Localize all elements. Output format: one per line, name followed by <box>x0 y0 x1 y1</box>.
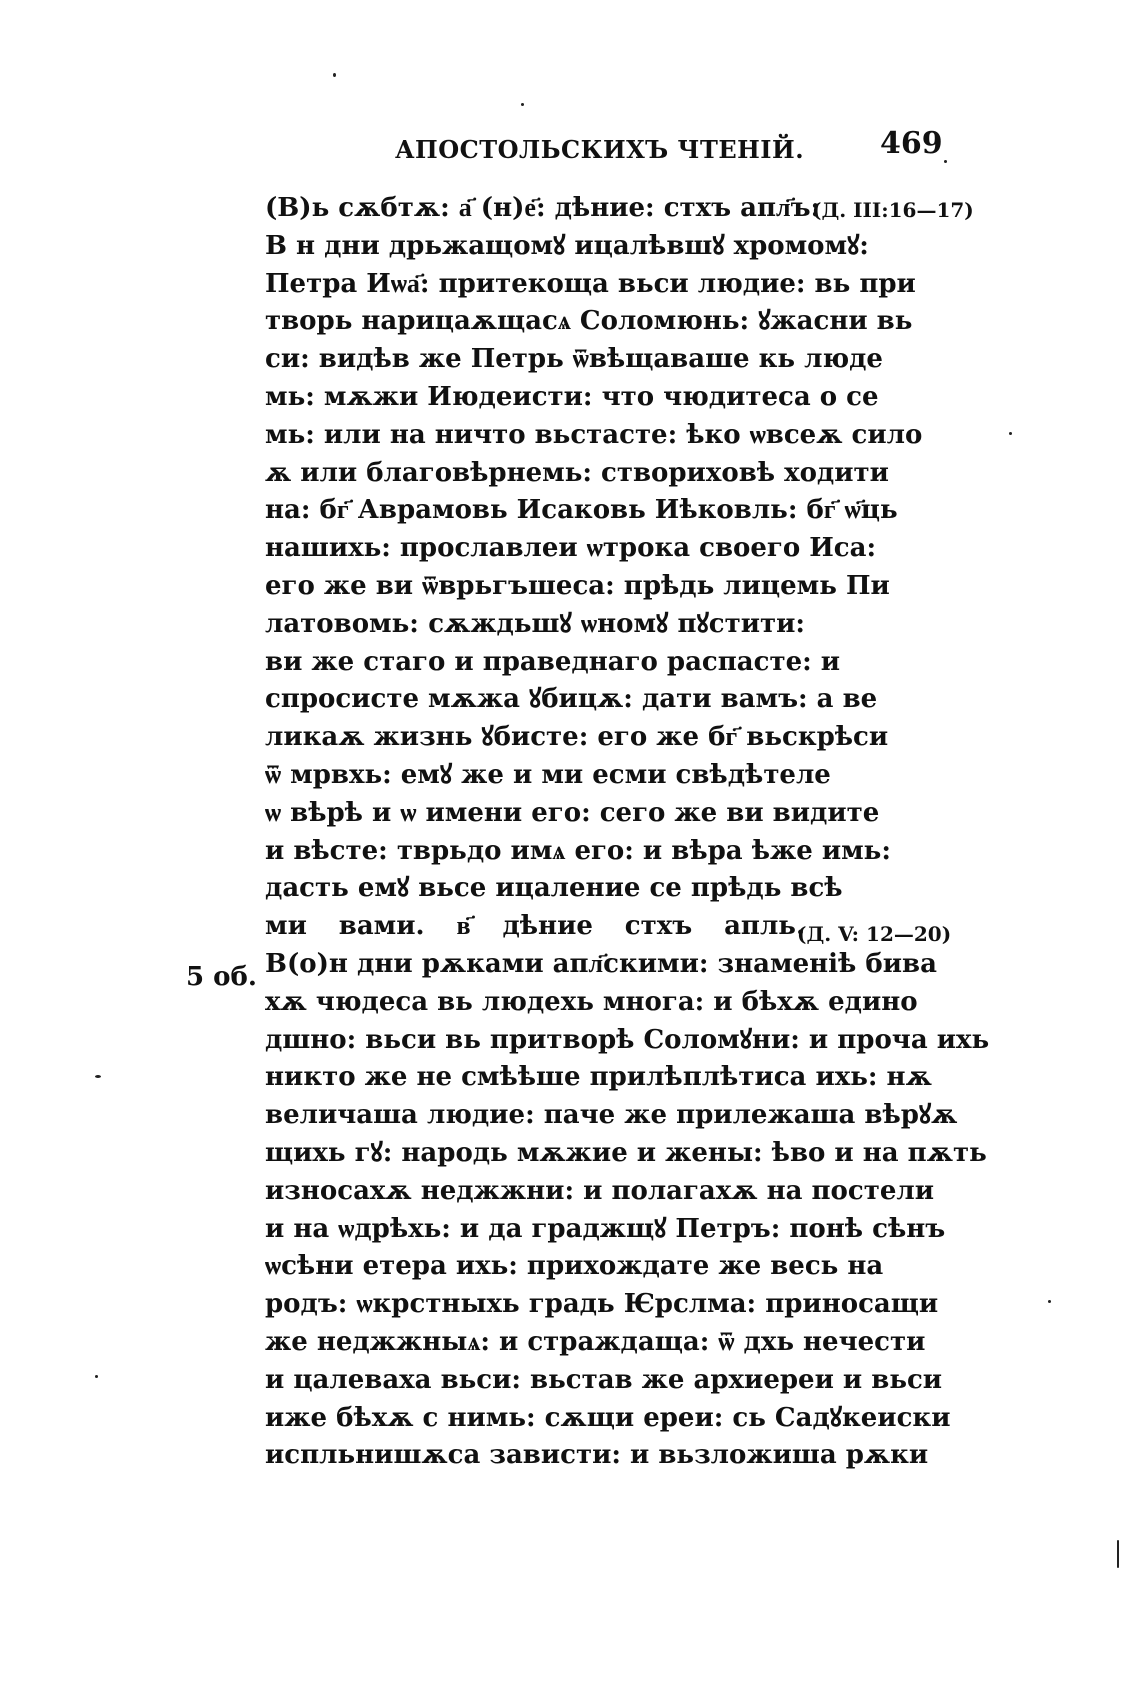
text-line: же неджжныѧ: и страждаща: ѿ дхь нечести <box>265 1326 926 1357</box>
text-line: творь нарицаѫщасѧ Соломюнь: ꙋжасни вь <box>265 306 913 337</box>
scan-speck <box>521 103 524 106</box>
scripture-reference-1: (Д. III:16—17) <box>812 198 974 222</box>
text-line: (В)ь сѫбтѫ: а҃ (н)е҃: дѣние: стхъ апл҃ъ: <box>265 193 821 223</box>
text-line: никто же не смѣѣше прилѣплѣтиса ихь: нѫ <box>265 1062 932 1093</box>
text-line: Петра Иѡа҃: притекоща вьси людие: вь при <box>265 268 916 299</box>
scan-speck <box>944 160 947 163</box>
text-line: нашихь: прославлеи ѡтрока своего Иса: <box>265 533 877 564</box>
running-title: АПОСТОЛЬСКИХЪ ЧТЕНІЙ. <box>395 135 805 164</box>
scan-speck <box>1048 1300 1051 1303</box>
text-line: си: видѣв же Петрь ѿвѣщаваше кь люде <box>265 344 883 375</box>
text-line: ѿ мрвхь: емꙋ же и ми есми свѣдѣтеле <box>265 759 831 790</box>
text-line: ѡсѣни етера ихь: прихождате же весь на <box>265 1251 884 1282</box>
text-line: ликаѫ жизнь ꙋбисте: его же бг҃ вьскрѣси <box>265 722 889 753</box>
text-line: В(о)н дни рѫками апл҃скими: знаменіѣ бива <box>265 948 937 979</box>
text-line: латовомь: сѫждьшꙋ ѡномꙋ пꙋстити: <box>265 608 805 639</box>
text-line: хѫ чюдеса вь людехь многа: и бѣхѫ едино <box>265 986 918 1017</box>
text-line: ми вами. в҃ дѣние стхъ апль. <box>265 911 805 942</box>
scan-speck <box>95 1075 101 1078</box>
text-line: испльнишѫса зависти: и вьзложиша рѫки <box>265 1440 929 1471</box>
text-line: его же ви ѿврьгъшеса: прѣдь лицемь Пи <box>265 570 890 601</box>
text-line: и цалеваха вьси: вьстав же архиереи и вьси <box>265 1364 943 1395</box>
text-line: и вѣсте: тврьдо имѧ его: и вѣра ѣже имь: <box>265 835 891 866</box>
text-line: мь: или на ничто вьстасте: ѣко ѡвсеѫ сило <box>265 419 923 450</box>
text-line: родъ: ѡкрстныхь градь Ѥрслма: приносащи <box>265 1289 939 1320</box>
text-line: износахѫ неджжни: и полагахѫ на постели <box>265 1175 934 1206</box>
scripture-reference-2: (Д. V: 12—20) <box>797 922 952 946</box>
text-line: дасть емꙋ вьсе ицаление се прѣдь всѣ <box>265 873 843 904</box>
text-line: ѡ вѣрѣ и ѡ имени его: сего же ви видите <box>265 797 880 828</box>
scan-speck <box>95 1375 98 1378</box>
text-line: и на ѡдрѣхь: и да граджщꙋ Петръ: понѣ сѣнъ <box>265 1213 946 1244</box>
text-line: мь: мѫжи Июдеисти: что чюдитеса о се <box>265 381 879 412</box>
text-line: ви же стаго и праведнаго распасте: и <box>265 646 841 677</box>
text-line: щихь гꙋ: народь мѫжие и жены: ѣво и на пѫть <box>265 1137 987 1168</box>
text-line: иже бѣхѫ с нимь: сѫщи ереи: сь Садꙋкеиски <box>265 1402 951 1433</box>
text-line: величаша людие: паче же прилежаша вѣрꙋѫ <box>265 1100 958 1131</box>
folio-marker: 5 об. <box>186 962 257 992</box>
text-line: на: бг҃ Аврамовь Исаковь Иѣковль: бг҃ ѡ҃ць <box>265 495 898 526</box>
scan-speck <box>1009 432 1012 435</box>
text-line: спросисте мѫжа ꙋбицѫ: дати вамъ: а ве <box>265 684 878 715</box>
scan-speck <box>1117 1540 1119 1568</box>
text-line: дшно: вьси вь притворѣ Соломꙋни: и проча ихь <box>265 1024 990 1055</box>
page-number: 469 <box>880 126 943 161</box>
scan-speck <box>333 73 336 77</box>
text-line: В н дни дрьжащомꙋ ицалѣвшꙋ хромомꙋ: <box>265 230 869 261</box>
text-line: ѫ или благовѣрнемь: створиховѣ ходити <box>265 457 889 488</box>
